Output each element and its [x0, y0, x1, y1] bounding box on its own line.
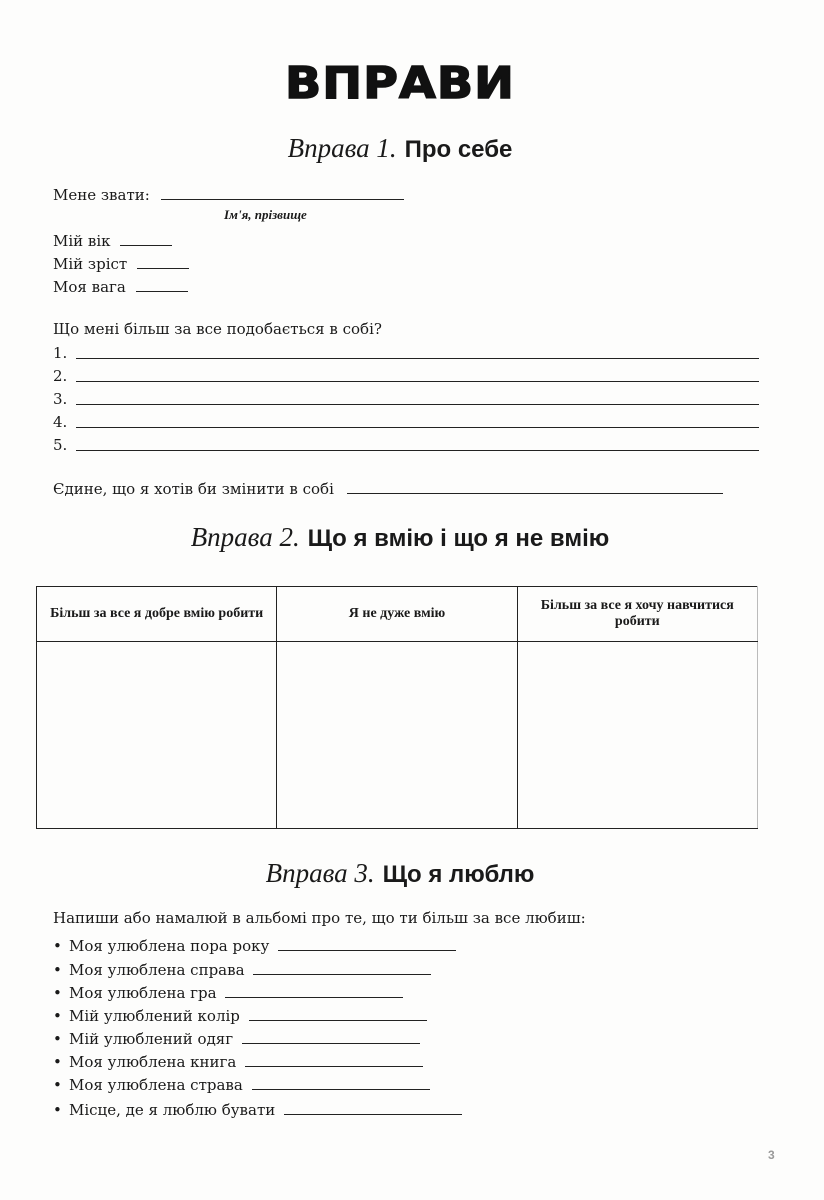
- age-label: Мій вік: [53, 232, 111, 250]
- item-label: Моя улюблена страва: [69, 1076, 243, 1094]
- list-item: [53, 1006, 427, 1025]
- list-item: [53, 1100, 462, 1119]
- list-item: [53, 1029, 420, 1048]
- change-blank[interactable]: [347, 479, 723, 494]
- column-header-can: Більш за все я добре вмію робити: [37, 587, 277, 642]
- name-hint: Ім'я, прізвище: [224, 207, 307, 222]
- column-header-want-to-learn: Більш за все я хочу навчитися робити: [517, 587, 757, 642]
- exercise3-heading: [0, 858, 800, 889]
- answer-line[interactable]: [252, 1075, 430, 1090]
- item-label: Моя улюблена книга: [69, 1053, 237, 1071]
- height-blank[interactable]: [137, 254, 189, 269]
- item-number: 4.: [53, 413, 68, 431]
- item-number: 2.: [53, 367, 68, 385]
- page-number: 3: [768, 1148, 775, 1162]
- answer-line[interactable]: [242, 1029, 420, 1044]
- exercise2-title: Що я вмію і що я не вмію: [307, 525, 610, 552]
- answer-line[interactable]: [76, 381, 759, 382]
- exercise3-title: Що я люблю: [382, 861, 535, 888]
- answer-line[interactable]: [76, 358, 759, 359]
- age-row: [53, 231, 172, 250]
- list-item: [53, 936, 456, 955]
- answer-line[interactable]: [76, 404, 759, 405]
- list-item: [53, 1052, 423, 1071]
- list-item: [53, 983, 403, 1002]
- exercise3-number: Вправа 3.: [265, 858, 375, 888]
- table-cell[interactable]: [517, 642, 757, 829]
- list-item: [53, 344, 67, 362]
- weight-row: [53, 277, 188, 296]
- item-label: Місце, де я люблю бувати: [69, 1101, 276, 1119]
- table-cell[interactable]: [37, 642, 277, 829]
- bullet-icon: •: [53, 1030, 62, 1048]
- bullet-icon: •: [53, 937, 62, 955]
- list-item: [53, 960, 431, 979]
- name-label: Мене звати:: [53, 186, 150, 204]
- item-label: Моя улюблена пора року: [69, 937, 270, 955]
- bullet-icon: •: [53, 1076, 62, 1094]
- exercise2-heading: [0, 522, 800, 553]
- item-number: 1.: [53, 344, 68, 362]
- answer-line[interactable]: [253, 960, 431, 975]
- weight-blank[interactable]: [136, 277, 188, 292]
- change-label: Єдине, що я хотів би змінити в собі: [53, 480, 334, 498]
- answer-line[interactable]: [76, 450, 759, 451]
- list-item: [53, 413, 67, 431]
- exercise2-number: Вправа 2.: [190, 522, 300, 552]
- table-cell[interactable]: [277, 642, 517, 829]
- column-header-cannot: Я не дуже вмію: [277, 587, 517, 642]
- item-label: Мій улюблений колір: [69, 1007, 240, 1025]
- height-label: Мій зріст: [53, 255, 128, 273]
- page-title: ВПРАВИ: [284, 58, 516, 109]
- bullet-icon: •: [53, 1101, 62, 1119]
- exercise3-intro: Напиши або намалюй в альбомі про те, що ти більш за все любиш:: [53, 909, 586, 927]
- table-row: [37, 642, 758, 829]
- height-row: [53, 254, 189, 273]
- list-item: [53, 367, 67, 385]
- exercise1-title: Про себе: [404, 136, 513, 163]
- age-blank[interactable]: [120, 231, 172, 246]
- answer-line[interactable]: [249, 1006, 427, 1021]
- skills-table: [36, 586, 758, 829]
- list-item: [53, 436, 67, 454]
- bullet-icon: •: [53, 984, 62, 1002]
- answer-line[interactable]: [245, 1052, 423, 1067]
- item-label: Моя улюблена гра: [69, 984, 217, 1002]
- item-label: Мій улюблений одяг: [69, 1030, 234, 1048]
- bullet-icon: •: [53, 1053, 62, 1071]
- item-number: 3.: [53, 390, 68, 408]
- change-row: [53, 479, 723, 498]
- table-header-row: [37, 587, 758, 642]
- weight-label: Моя вага: [53, 278, 126, 296]
- likes-question: Що мені більш за все подобається в собі?: [53, 320, 382, 338]
- exercise1-number: Вправа 1.: [287, 133, 397, 163]
- answer-line[interactable]: [284, 1100, 462, 1115]
- name-blank[interactable]: [161, 185, 404, 200]
- answer-line[interactable]: [225, 983, 403, 998]
- list-item: [53, 390, 67, 408]
- bullet-icon: •: [53, 1007, 62, 1025]
- item-number: 5.: [53, 436, 68, 454]
- list-item: [53, 1075, 430, 1094]
- name-row: [53, 185, 404, 204]
- exercise1-heading: [0, 133, 800, 164]
- item-label: Моя улюблена справа: [69, 961, 245, 979]
- answer-line[interactable]: [278, 936, 456, 951]
- bullet-icon: •: [53, 961, 62, 979]
- answer-line[interactable]: [76, 427, 759, 428]
